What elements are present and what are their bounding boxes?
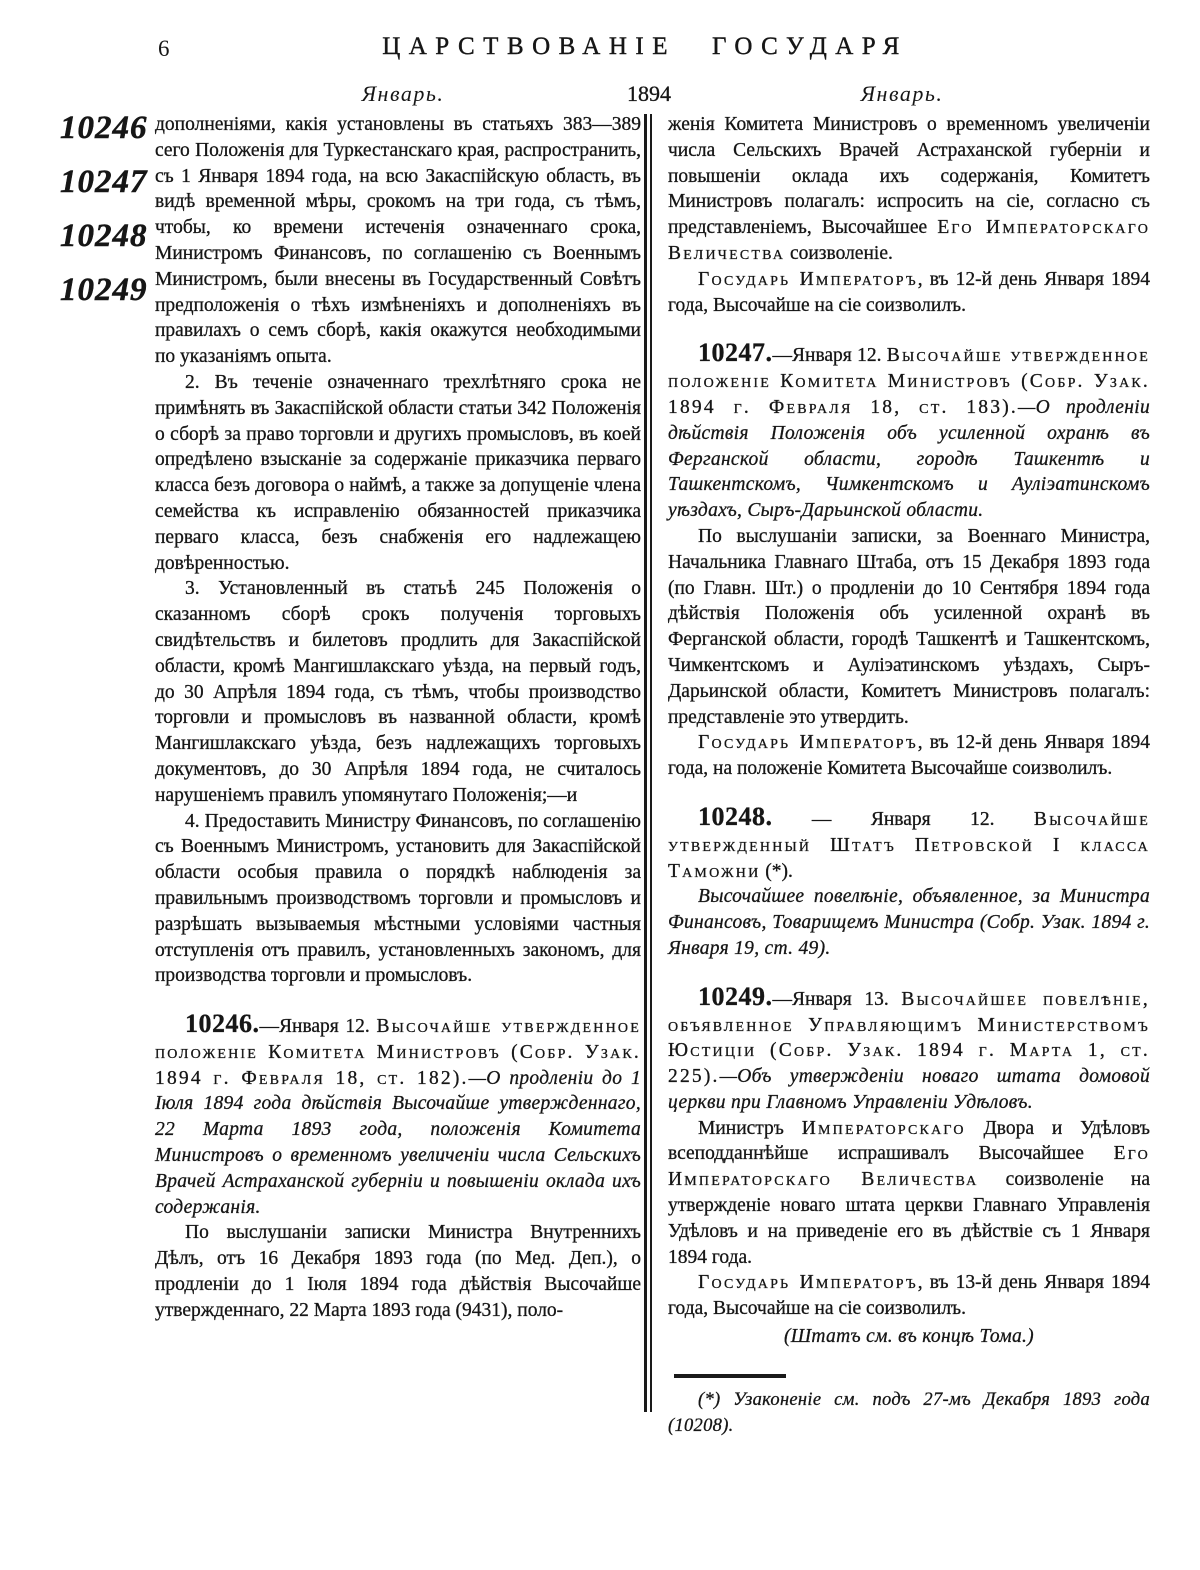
text-run-r: , въ 12-й день Января 1894 года, на положеніе Комитета Высочайше соизволилъ. — [668, 732, 1150, 780]
text-run-r: Двора и Удѣловъ всеподданнѣйше испрашивалъ Высочайшее — [668, 1117, 1150, 1165]
text-run-i: —Объ утвержденіи новаго штата домовой церкви при Главномъ Управленіи Удѣловъ. — [668, 1066, 1150, 1113]
text-run-sc: Высочайшее повелѣніе, объявленное Управляющимъ Министерствомъ Юстиціи (Собр. Узак. 1894 г. Марта 1, ст. 225). — [668, 988, 1150, 1088]
text-run-num: 10246. — [185, 1009, 260, 1039]
text-run-i: Высочайшее повелѣніе, объявленное, за Министра Финансовъ, Товарищемъ Министра (Собр. Узак. 1894 г. Января 19, ст. 49). — [668, 886, 1150, 959]
section-10249-body — [668, 1116, 1150, 1271]
page-number: 6 — [158, 36, 170, 61]
text-run-sc: Высочайше утвержденное положеніе Комитета Министровъ (Собр. Узак. 1894 г. Февраля 18, ст. 182). — [155, 1016, 641, 1089]
text-run-sc: Государь Императоръ — [698, 1272, 918, 1294]
margin-act-number-10248: 10248 — [60, 218, 148, 254]
text-run-sc: Высочайше утвержденный Штатъ Петровской I класса Таможни — [668, 808, 1150, 882]
text-run-num: 10249. — [698, 981, 773, 1011]
section-10246-body — [155, 1220, 641, 1323]
text-run-sc: Государь Императоръ — [698, 268, 918, 290]
section-10247-body — [668, 524, 1150, 730]
text-run-r: Министръ — [698, 1117, 802, 1139]
text-run-r: По выслушаніи записки Министра Внутреннихъ Дѣлъ, отъ 16 Декабря 1893 года (по Мед. Деп.), о продленіи до 1 Іюля 1894 года дѣйствія Высочайше утвержденнаго, 22 Марта 1893 года (9431), поло- — [155, 1222, 641, 1321]
item-3 — [155, 576, 641, 808]
text-run-r: —Января 13. — [772, 988, 902, 1010]
text-run-sc: Императорскаго — [801, 1117, 966, 1139]
footnote-separator — [674, 1374, 786, 1378]
text-run-r: 3. Установленный въ статьѣ 245 Положенія о сказанномъ сборѣ срокъ полученія торговыхъ свидѣтельствъ и билетовъ продлить для Закаспійской области, кромѣ Мангишлакскаго уѣзда, на первый годъ, до 30 Апрѣля 1894 года, съ тѣмъ, чтобы производство торговли и промысловъ въ названной области, кромѣ Мангишлакскаго уѣзда, безъ надлежащихъ торговыхъ документовъ, до 30 Апрѣля 1894 года, не считалось нарушеніемъ правилъ упомянутаго Положенія;—и — [155, 578, 641, 806]
section-10247-heading — [668, 340, 1150, 524]
text-run-r: —Января 12. — [772, 345, 887, 367]
text-run-r: , въ 13-й день Января 1894 года, Высочайше на сіе соизволилъ. — [668, 1272, 1150, 1320]
margin-act-number-10249: 10249 — [60, 272, 148, 308]
column-divider-rule — [644, 114, 652, 1412]
section-10246-heading — [155, 1011, 641, 1220]
section-10248-subtitle — [668, 884, 1150, 961]
text-run-i: —О продленіи дѣйствія Положенія объ усиленной охранѣ въ Ферганской области, городѣ Ташкентѣ и Ташкентскомъ, Чимкентскомъ и Ауліэатинскомъ уѣздахъ, Сыръ-Дарьинской области. — [668, 396, 1150, 522]
text-run-num: 10248. — [698, 801, 773, 831]
text-run-sc: Его Императорскаго Величества — [668, 217, 1151, 264]
margin-act-number-10247: 10247 — [60, 164, 148, 200]
text-run-r: соизволеніе. — [785, 242, 893, 264]
running-head-left: Январь. — [361, 81, 445, 106]
section-10249-heading — [668, 981, 1150, 1116]
text-run-r: соизволеніе на утвержденіе новаго штата церкви Главнаго Управленія Удѣловъ и на приведеніе его въ дѣйствіе съ 1 Января 1894 года. — [668, 1169, 1150, 1268]
text-run-r: дополненіями, какія установлены въ статьяхъ 383—389 сего Положенія для Туркестанскаго края, распространить, съ 1 Января 1894 года, на всю Закаспійскую область, въ видѣ временной мѣры, срокомъ на три года, съ тѣмъ, чтобы, ко времени истеченія означеннаго срока, Министромъ Финансовъ, по соглашенію съ Военнымъ Министромъ, были внесены въ Государственный Совѣтъ предположенія о тѣхъ измѣненіяхъ и дополненіяхъ въ правилахъ о семъ сборѣ, какія окажутся необходимыми по указаніямъ опыта. — [155, 114, 641, 368]
text-run-sc: Его Императорскаго Величества — [668, 1143, 1150, 1191]
staff-reference — [668, 1324, 1150, 1350]
text-run-r: , въ 12-й день Января 1894 года, Высочайше на сіе соизволилъ. — [668, 268, 1150, 316]
text-run-i: (*) Узаконеніе см. подъ 27-мъ Декабря 1893 года (10208). — [668, 1389, 1150, 1436]
text-run-i: —О продленіи до 1 Іюля 1894 года дѣйствія Высочайше утвержденнаго, 22 Марта 1893 года, положенія Комитета Министровъ о временномъ увеличеніи числа Сельскихъ Врачей Астраханской губерніи и повышеніи оклада ихъ содержанія. — [155, 1067, 641, 1218]
text-run-r: — Января 12. — [772, 808, 1034, 830]
imperial-assent-10249 — [668, 1270, 1150, 1322]
text-run-i: (Штатъ см. въ концѣ Тома.) — [784, 1326, 1034, 1348]
running-head-right: Январь. — [860, 81, 944, 106]
text-run-sc: Высочайше утвержденное положеніе Комитета Министровъ (Собр. Узак. 1894 г. Февраля 18, ст. 183). — [668, 345, 1150, 418]
text-run-r: По выслушаніи записки, за Военнаго Министра, Начальника Главнаго Штаба, отъ 15 Декабря 1893 года (по Главн. Шт.) о продленіи до 10 Сентября 1894 года дѣйствія Положенія объ усиленной охранѣ въ Ферганской области, городѣ Ташкентѣ и Ташкентскомъ, Чимкентскомъ и Ауліэатинскомъ уѣздахъ, Сыръ-Дарьинской области, Комитетъ Министровъ полагалъ: представленіе это утвердить. — [668, 525, 1150, 728]
text-run-r: 2. Въ теченіе означеннаго трехлѣтняго срока не примѣнять въ Закаспійской области статьи 342 Положенія о сборѣ за право торговли и другихъ промысловъ, въ коей опредѣлено взысканіе за содержаніе приказчика перваго класса безъ договора о наймѣ, а также за допущеніе члена семейства къ исправленію обязанностей приказчика перваго класса, безъ снабженія его надлежащею довѣренностью. — [155, 371, 641, 574]
imperial-assent-10246 — [668, 267, 1150, 319]
left-column — [155, 112, 641, 1324]
running-head-year: 1894 — [627, 81, 671, 106]
item-4 — [155, 809, 641, 990]
section-10248-heading — [668, 801, 1150, 884]
text-run-r: —Января 12. — [259, 1016, 377, 1038]
text-run-sc: Государь Императоръ — [698, 732, 918, 754]
text-run-r: (*). — [760, 860, 793, 882]
text-run-r: 4. Предоставить Министру Финансовъ, по соглашенію съ Военнымъ Министромъ, установить для Закаспійской области особыя правила о порядкѣ наблюденія за правильнымъ производствомъ торговли и промысловъ и разрѣшать вызываемыя мѣстными условіями частныя отступленія отъ правилъ, установленныхъ закономъ, для производства торговли и промысловъ. — [155, 810, 641, 987]
footnote — [668, 1388, 1150, 1440]
text-run-r: женія Комитета Министровъ о временномъ увеличеніи числа Сельскихъ Врачей Астраханской губерніи и повышеніи оклада ихъ содержанія, Комитетъ Министровъ полагалъ: испросить на сіе, согласно съ представленіемъ, Высочайшее — [668, 114, 1150, 239]
imperial-assent-10247 — [668, 730, 1150, 782]
margin-act-number-10246: 10246 — [60, 110, 148, 146]
page-title: ЦАРСТВОВАНІЕ ГОСУДАРЯ — [382, 33, 908, 60]
right-column — [668, 112, 1150, 1439]
text-run-num: 10247. — [698, 338, 773, 368]
item-2 — [155, 370, 641, 576]
continued-paragraph — [155, 112, 641, 370]
section-10246-body-continued — [668, 112, 1150, 267]
